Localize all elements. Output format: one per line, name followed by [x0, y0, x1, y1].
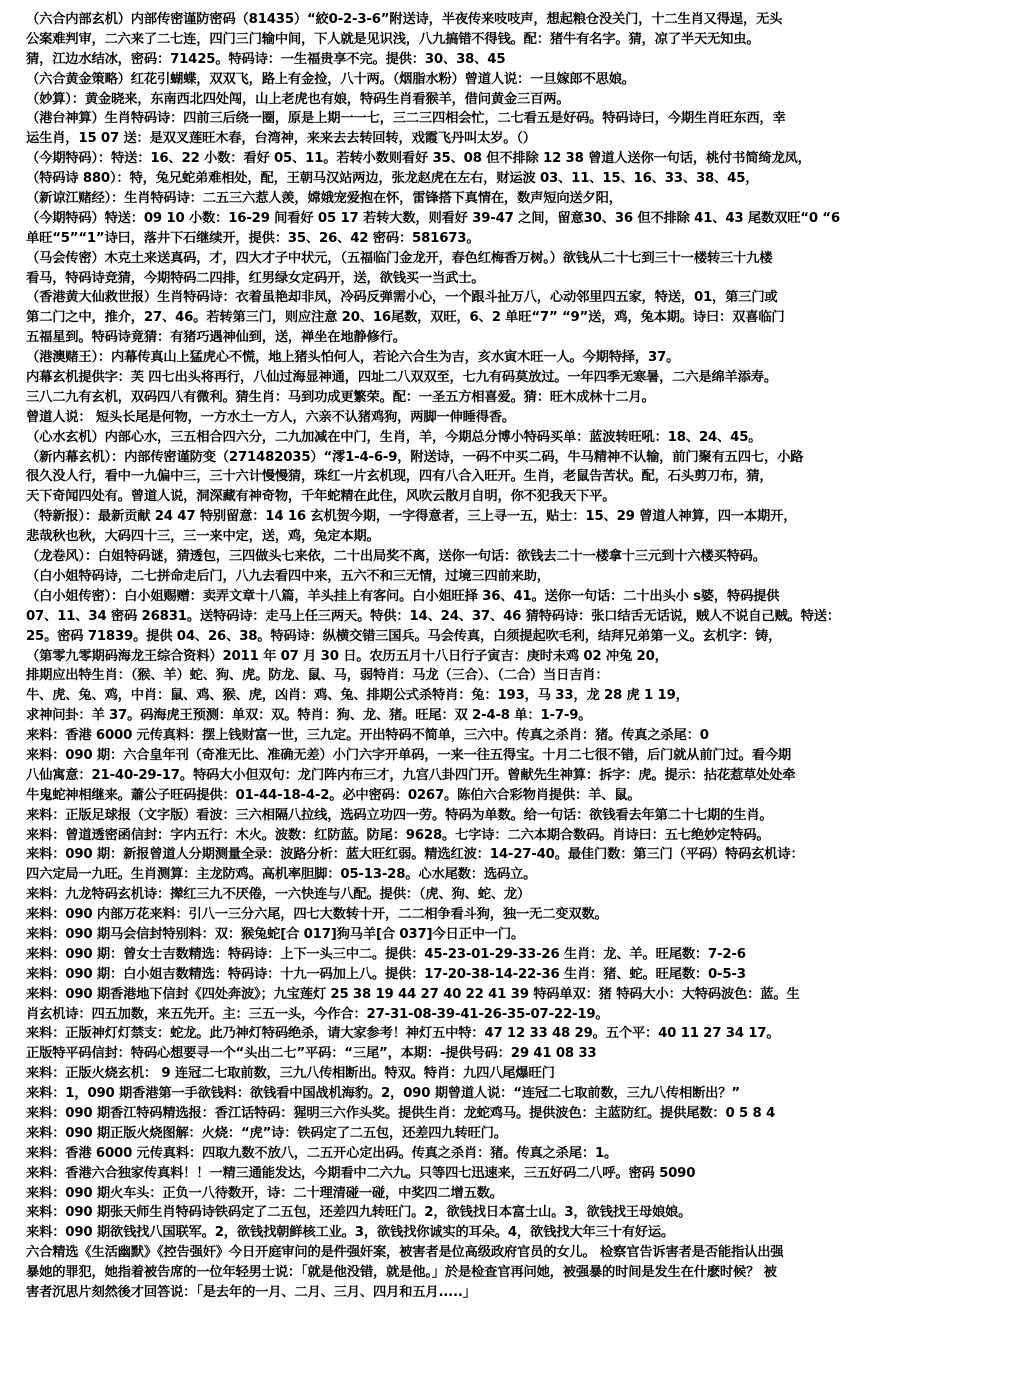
text-line: （龙卷风）：白姐特码谜，猜透包，三四做头七来依，二十出局奖不离，送你一句话：欲钱去二十一楼拿十三元到十六楼买特码。 [26, 549, 766, 565]
text-line: 来料：090 内部万花来料：引八一三分六尾，四七大数转十开，二二相争看斗狗，独一无二变双数。 [26, 907, 608, 923]
text-line: 07、11、34 密码 26831。送特码诗：走马上任三两天。特供：14、24、37、46 猜特码诗：张口结舌无话说，贼人不说自己贼。特送： [26, 608, 840, 624]
text-line: （马会传密）木克土来送真码，才，四大才子中状元，（五福临门金龙开，春色红梅香万树。）欲钱从二十七到三十一楼转三十九楼 [26, 250, 773, 266]
text-line: （白小姐特码诗，二七拼命走后门，八九去看四中来，五六不和三无情，过境三四前来助， [26, 568, 550, 584]
text-line: （妙算）：黄金晓来，东南西北四处闯，山上老虎也有娘，特码生肖看猴羊，借问黄金三百两。 [26, 91, 570, 107]
text-line: 来料：090 期：六合皇年刊（奇准无比、准确无差）小门六字开单码，一来一往五得宝。十月二七很不错，后门就从前门过。看今期 [26, 747, 792, 763]
text-line: （白小姐传密）：白小姐赐赠：卖弄文章十八篇，羊头挂上有客问。白小姐旺择 36、41。送你一句话：二十出头小 s婆，特码提供 [26, 588, 780, 604]
text-line: 来料：090 期：白小姐吉数精选：特码诗：十九一码加上八。提供：17-20-38-14-22-36 生肖：猪、蛇。旺尾数：0-5-3 [26, 966, 746, 982]
text-line: （今期特码）：特送：16、22 小数：看好 05、11。若转小数则看好 35、08 但不排除 12 38 曾道人送你一句话，桃付书简绮龙凤， [26, 151, 811, 167]
text-line: 来料：香港六合独家传真料！！一精三通能发达，今期看中二六九。只等四七迅速来，三五好码二八呼。密码 5090 [26, 1165, 696, 1181]
text-line: （今期特码）特送：09 10 小数：16-29 间看好 05 17 若转大数，则看好 39-47 之间，留意30、36 但不排除 41、43 尾数双旺“0 “6 [26, 210, 840, 226]
text-line: （六合内部玄机）内部传密谨防密码（81435）“絞0-2-3-6”附送诗，半夜传来吱吱声，想起粮仓没关门，十二生肖又得逞，无头 [26, 12, 783, 27]
text-line: 来料：090 期张天师生肖特码诗铁码定了二五包，还差四九转旺门。2，欲钱找日本富士山。3，欲钱找王母娘娘。 [26, 1205, 692, 1221]
text-line [26, 1303, 1005, 1323]
text-line: 来料：1，090 期香港第一手欲钱料：欲钱看中国战机海豹。2，090 期曾道人说：“连冠二七取前数，三九八传相断出？” [26, 1086, 740, 1102]
text-line: 来料：香港 6000 元传真料：摆上钱财富一世，三九定。开出特码不简单，三六中。传真之杀肖：猪。传真之杀尾：0 [26, 728, 709, 744]
text-line: 肖玄机诗：四五加数，来五先开。主：三五一头，今作合：27-31-08-39-41-26-35-07-22-19。 [26, 1006, 609, 1022]
text-line: 来料：九龙特码玄机诗：撵红三九不厌倦，一六快连与八配。提供：（虎、狗、蛇、龙） [26, 887, 531, 903]
text-line: 来料：090 期欲钱找八国联军。2，欲钱找朝鲜核工业。3，欲钱找你诚实的耳朵。4，欲钱找大年三十有好运。 [26, 1225, 675, 1241]
text-line: 悲哉秋也秋，大码四十三，三一来中定，送，鸡，兔定本期。 [26, 529, 380, 545]
text-line: 来料：090 期正版火烧图解：火烧：“虎”诗：铁码定了二五包，还差四九转旺门。 [26, 1125, 507, 1141]
text-line: 来料：090 期：曾女士吉数精选：特码诗：上下一头三中二。提供：45-23-01-29-33-26 生肖：龙、羊。旺尾数：7-2-6 [26, 946, 746, 962]
text-line: 排期应出特生肖：（猴、羊）蛇、狗、虎。防龙、鼠、马，弱特肖：马龙（三合）、（二合）当日吉肖： [26, 668, 609, 684]
text-line: （港澳赌王）：内幕传真山上猛虎心不慌，地上猪头怕何人，若论六合生为吉，亥水寅木旺一人。今期特择，37。 [26, 350, 680, 366]
text-line: 牛鬼蛇神相继来。蕭公子旺码提供：01-44-18-4-2。必中密码：0267。陈伯六合彩物肖提供：羊、鼠。 [26, 787, 641, 803]
text-line: （第零九零期码海龙王综合资料）2011 年 07 月 30 日。农历五月十八日行子寅吉：庚时未鸡 02 冲兔 20， [26, 648, 668, 664]
text-line: 暴她的罪犯，她指着被告席的一位年轻男士说：「就是他没错，就是他。」於是检查官再问她，被强暴的时间是发生在什麽时候？ 被 [26, 1265, 777, 1281]
text-line: 第二门之中，推介，27、46。若转第三门，则应注意 20、16尾数，双旺，6、2 单旺“7” “9”送，鸡，兔本期。诗曰：双喜临门 [26, 310, 785, 326]
text-line: 运生肖，15 07 送：是双叉莲旺木春，台湾神，来来去去转回转，戏霞飞丹叫太岁。（） [26, 131, 536, 147]
text-line: （新内幕玄机）：内部传密谨防变（271482035）“澪1-4-6-9，附送诗，一码不中买二码，牛马精神不认输，前门聚有五四七，小路 [26, 449, 804, 465]
text-line: 五福星到。特码诗竟猜：有猪巧遇神仙到，送，禅坐在地静修行。 [26, 330, 406, 346]
text-line: 来料：香港 6000 元传真料：四取九数不放八，二五开心定出码。传真之杀肖：猪。传真之杀尾：1。 [26, 1145, 618, 1161]
text-line: 来料：090 期香港地下信封《四处奔波》；九宝莲灯 25 38 19 44 27 40 22 41 39 特码单双：猪 特码大小：大特码波色：蓝。生 [26, 986, 800, 1002]
text-line: 内幕玄机提供字：芙 四七出头将再行，八仙过海显神通，四址二八双双至，七九有码莫放过。一年四季无寒暑，二六是绵羊添寿。 [26, 370, 777, 386]
text-line: 公案难判审，二六来了二七连，四门三门输中间，下人就是见识浅，八九搞错不得钱。配：猪牛有名字。猜，凉了半天无知虫。 [26, 31, 760, 47]
text-line: 来料：正版足球报（文字版）看波：三六相隔八拉线，选码立功四一劳。特码为单数。给一句话：欲钱看去年第二十七期的生肖。 [26, 807, 773, 823]
text-line: 来料：090 期马会信封特别料：双：猴兔蛇[合 017]狗马羊[合 037]今日正中一门。 [26, 926, 525, 942]
text-line: 单旺“5”“1”诗曰，落井下石继续开，提供：35、26、42 密码：581673。 [26, 230, 480, 246]
text-line: （六合黄金策略）红花引蝴蝶，双双飞，路上有金捡，八十两。（烟脂水粉）曾道人说：一旦嫁郎不思娘。 [26, 71, 635, 87]
text-line: 来料：正版火烧玄机： 9 连冠二七取前数，三九八传相断出。特双。特肖：九四八尾爆旺门 [26, 1066, 555, 1082]
text-line: 很久没人行，看中一九偏中三，三十六计慢慢猜，珠红一片玄机现，四有八合入旺开。生肖，老鼠告苦状。配，石头剪刀布，猜， [26, 469, 773, 485]
text-line: 八仙寓意：21-40-29-17。特码大小但双句：龙门阵内布三才，九宫八卦四门开。曾献先生神算：拆字：虎。提示：拈花惹草处处牵 [26, 767, 796, 783]
text-line: 正版特平码信封：特码心想要寻一个“头出二七”平码：“三尾”，本期：-提供号码：29 41 08 33 [26, 1046, 597, 1062]
text-line: 来料：曾道透密函信封：字内五行：木火。波数：红防蓝。防尾：9628。七字诗：二六本期合数码。肖诗曰：五七绝妙定特码。 [26, 827, 770, 843]
text-line: （新谅江赌经）：生肖特码诗：二五三六惹人羡，嫦娥宠爱抱在怀，雷锋搭下真情在，数声短向送夕阳， [26, 191, 622, 207]
text-line: 四六定局一九旺。生肖测算：主龙防鸡。高机率胆脚：05-13-28。心水尾数：选码立。 [26, 867, 537, 883]
text-line: 看马，特码诗竞猜，今期特码二四排，红男绿女定码开，送，欲钱买一当武士。 [26, 270, 485, 286]
text-line: 25。密码 71839。提供 04、26、38。特码诗：纵横交错三国兵。马会传真，白须提起吹毛利，结拜兄弟第一义。玄机字：铸， [26, 628, 782, 644]
text-line: （特新报）：最新贡献 24 47 特别留意：14 16 玄机贺今期，一字得意者，三上寻一五，贴士：15、29 曾道人神算，四一本期开， [26, 509, 797, 525]
text-line: 来料：090 期：新报曾道人分期测量全录：波路分析：蓝大旺红弱。精选红波：14-27-40。最佳门数：第三门（平码）特码玄机诗： [26, 847, 804, 863]
text-line: 来料：090 期香江特码精选报：香江话特码：猩明三六作头奖。提供生肖：龙蛇鸡马。提供波色：主蓝防红。提供尾数：0 5 8 4 [26, 1105, 776, 1121]
text-line: （香港黄大仙救世报）生肖特码诗：衣着虽艳却非凤，冷码反弹需小心，一个跟斗扯万八，心动邻里四五家，特送，01，第三门或 [26, 290, 778, 306]
text-line: 来料：正版神灯灯禁支：蛇龙。此乃神灯特码绝杀，请大家参考！神灯五中特：47 12 33 48 29。五个平：40 11 27 34 17。 [26, 1026, 780, 1042]
text-line: 害者沉思片刻然後才回答说：「是去年的一月、二月、三月、四月和五月.....」 [26, 1285, 476, 1300]
text-line: （特码诗 880）：特，兔兄蛇弟难相处，配，王朝马汉站两边，张龙赵虎在左右，财运波 03、11、15、16、33、38、45， [26, 171, 759, 187]
text-line: 猜，江边水结冰，密码：71425。特码诗：一生福贵享不完。提供：30、38、45 [26, 51, 506, 67]
text-line: 天下奇闻四处有。曾道人说，洞深藏有神奇物，千年蛇精在此住，风吹云散月自明，你不犯我天下平。 [26, 489, 616, 505]
text-line: 三八二九有玄机，双码四八有微利。猜生肖：马到功成更繁荣。配：一圣五方相喜爱。猜：旺木成林十二月。 [26, 389, 655, 405]
text-line: （心水玄机）内部心水，三五相合四六分，二九加减在中门，生肖，羊，今期总分博小特码买单：蓝波转旺吼：18、24、45。 [26, 429, 762, 445]
text-line: （港台神算）生肖特码诗：四前三后绕一圈，原是上期一一七，三二三四相会忙，二七看五是好码。特码诗曰，今期生肖旺东西，幸 [26, 111, 786, 127]
text-line: 六合精选《生活幽默》《控告强奸》今日开庭审问的是件强奸案，被害者是位高级政府官员的女儿。 检察官告诉害者是否能指认出强 [26, 1245, 784, 1261]
text-line: 求神问卦：羊 37。码海虎王预测：单双：双。特肖：狗、龙、猪。旺尾：双 2-4-8 单：1-7-9。 [26, 708, 592, 724]
text-line: 牛、虎、兔、鸡，中肖：鼠、鸡、猴、虎，凶肖：鸡、兔、排期公式杀特肖：兔：193，马 33，龙 28 虎 1 19， [26, 688, 689, 704]
text-line: 来料：090 期火车头：正负一八待数开，诗：二十理清碰一碰，中奖四二增五数。 [26, 1185, 503, 1201]
text-line [26, 1323, 1005, 1343]
text-line: 曾道人说： 短头长尾是何物，一方水土一方人，六亲不认猪鸡狗，两脚一伸睡得香。 [26, 409, 516, 425]
